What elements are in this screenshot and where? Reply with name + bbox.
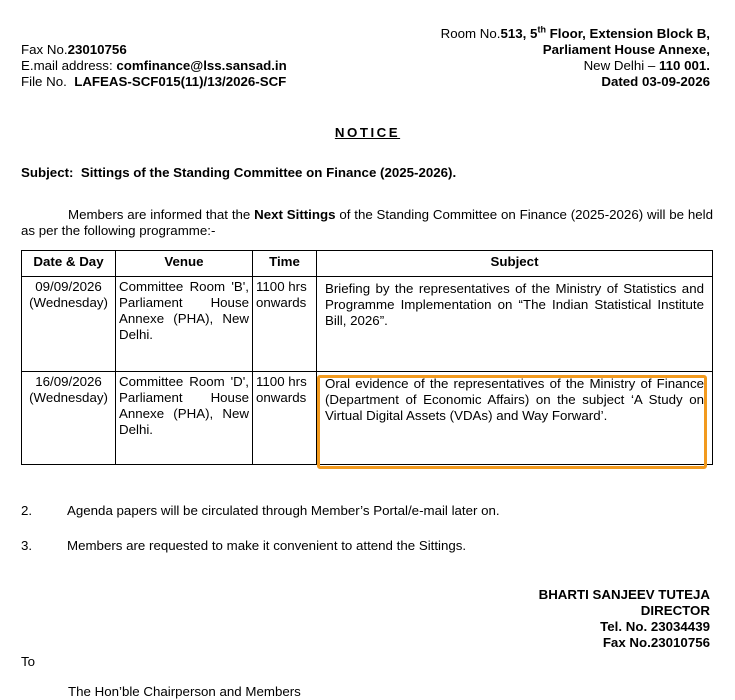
list-item: 3. Members are requested to make it convenient to attend the Sittings. (21, 538, 467, 553)
file-number: LAFEAS-SCF015(11)/13/2026-SCF (74, 74, 287, 89)
table-row (22, 372, 713, 465)
time-cell: 1100 hrs onwards (253, 277, 317, 372)
signatory-name: BHARTI SANJEEV TUTEJA (538, 587, 710, 602)
email-address: comfinance@lss.sansad.in (116, 58, 287, 73)
city-line: New Delhi – 110 001. (583, 58, 710, 73)
subject-line: Subject: Sittings of the Standing Committee on Finance (2025-2026). (21, 165, 457, 180)
signature-block (539, 587, 710, 651)
addressee: The Hon’ble Chairperson and Members (68, 684, 301, 699)
signatory-designation: DIRECTOR (640, 603, 710, 618)
table-header-row (22, 251, 713, 277)
file-number-line: File No. LAFEAS-SCF015(11)/13/2026-SCF (21, 74, 287, 89)
list-item: 2. Agenda papers will be circulated through Member’s Portal/e-mail later on. (21, 503, 500, 518)
fax-line: Fax No.23010756 (21, 42, 127, 57)
signatory-fax: Fax No.23010756 (602, 635, 710, 650)
time-cell: 1100 hrs onwards (253, 372, 317, 465)
fax-number: 23010756 (67, 42, 127, 57)
column-header-time: Time (253, 251, 317, 277)
office-address-block (441, 26, 710, 90)
date-line: Dated 03-09-2026 (601, 74, 710, 89)
venue-cell: Committee Room 'D', Parliament House Annexe (PHA), New Delhi. (116, 372, 253, 465)
table-row (22, 277, 713, 372)
signatory-tel: Tel. No. 23034439 (600, 619, 710, 634)
room-line: Room No.513, 5th Floor, Extension Block B, (440, 24, 710, 41)
to-label: To (21, 654, 36, 669)
date-cell: 09/09/2026 (Wednesday) (22, 277, 116, 372)
column-header-subject: Subject (317, 251, 713, 277)
notice-title: NOTICE (334, 125, 401, 140)
subject-cell: Oral evidence of the representatives of the Ministry of Finance (Department of Economic Affairs) on the subject ‘A Study on Virtual Digital Assets (VDAs) and Way Forward’. (317, 372, 713, 465)
date-cell: 16/09/2026 (Wednesday) (22, 372, 116, 465)
venue-cell: Committee Room 'B', Parliament House Annexe (PHA), New Delhi. (116, 277, 253, 372)
programme-table (21, 250, 713, 465)
sender-contact-block (21, 42, 287, 90)
column-header-venue: Venue (116, 251, 253, 277)
column-header-date: Date & Day (22, 251, 116, 277)
building-line: Parliament House Annexe, (542, 42, 710, 57)
intro-paragraph: Members are informed that the Next Sittings of the Standing Committee on Finance (2025-2026) will be held as per the following programme:- (21, 207, 713, 238)
email-line: E.mail address: comfinance@lss.sansad.in (21, 58, 287, 73)
subject-cell: Briefing by the representatives of the Ministry of Statistics and Programme Implementation on “The Indian Statistical Institute Bill, 2026”. (317, 277, 713, 372)
